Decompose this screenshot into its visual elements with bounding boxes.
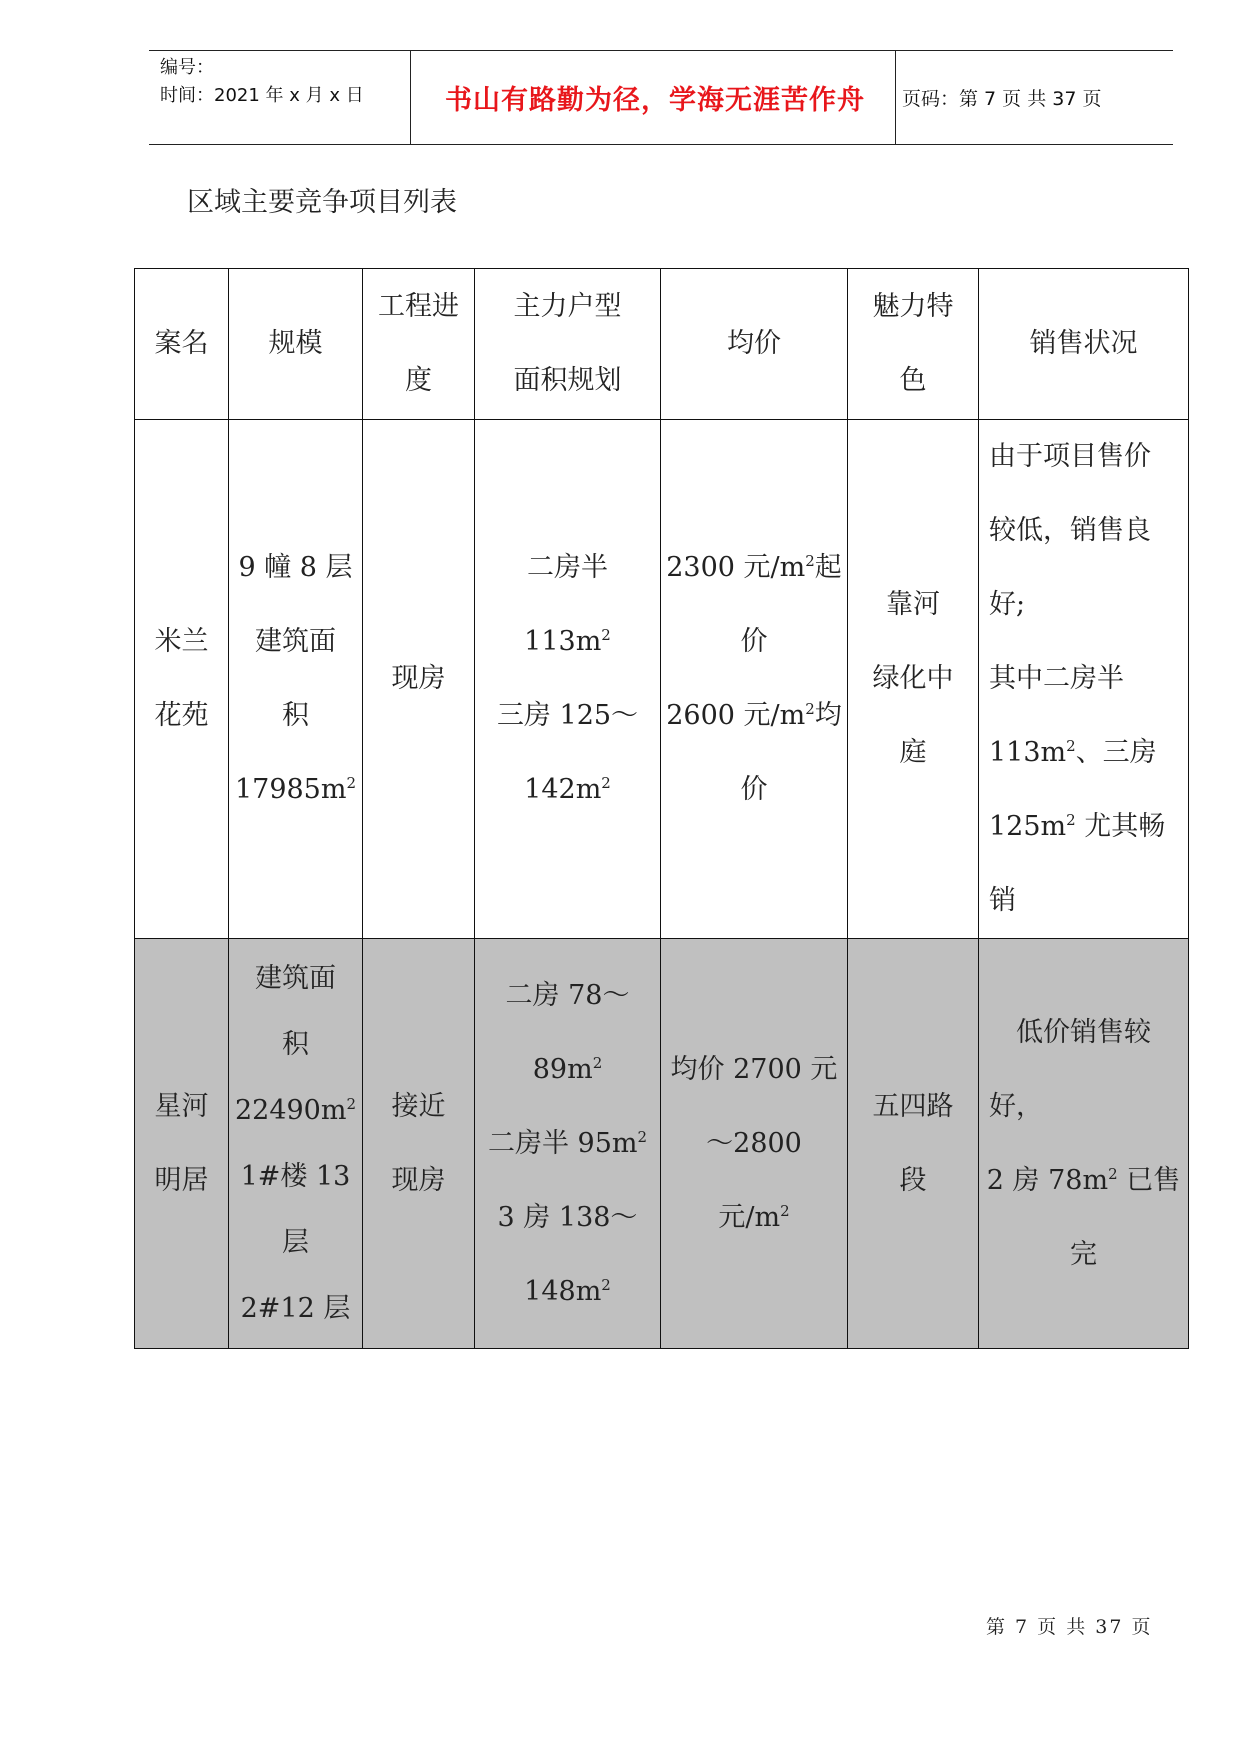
row1-unit-plan: 二房半 $113m^2$ 三房 125～ $142m^2$ xyxy=(475,420,661,939)
row2-name: 星河 明居 xyxy=(135,939,229,1349)
header-bottom-rule xyxy=(149,144,1173,145)
header-price: 均价 xyxy=(661,269,848,420)
header-feature: 魅力特 色 xyxy=(848,269,979,420)
table-row xyxy=(135,420,1189,939)
row2-progress: 接近 现房 xyxy=(363,939,475,1349)
header-scale: 规模 xyxy=(229,269,363,420)
header-unit-plan: 主力户型 面积规划 xyxy=(475,269,661,420)
header-page-info: 页码：第 7 页 共 37 页 xyxy=(902,88,1102,110)
row1-feature: 靠河 绿化中 庭 xyxy=(848,420,979,939)
table-header-row xyxy=(135,269,1189,420)
row2-sales: 低价销售较 好， 2 房 $78m^2$ 已售 完 xyxy=(979,939,1189,1349)
competition-table xyxy=(134,268,1189,1349)
page-footer: 第 7 页 共 37 页 xyxy=(986,1616,1153,1638)
header-top-rule xyxy=(149,50,1173,51)
header-motto: 书山有路勤为径，学海无涯苦作舟 xyxy=(445,85,865,116)
row2-price: 均价 2700 元 ～2800 元$/m^2$ xyxy=(661,939,848,1349)
section-title: 区域主要竞争项目列表 xyxy=(187,187,457,218)
row1-sales: 由于项目售价 较低，销售良好; 其中二房半 $113m^2$、三房 $125m^2$ 尤其畅 销 xyxy=(979,420,1189,939)
header-progress: 工程进 度 xyxy=(363,269,475,420)
row2-unit-plan: 二房 78～ $89m^2$ 二房半 $95m^2$ 3 房 138～ $148m^2$ xyxy=(475,939,661,1349)
header-name: 案名 xyxy=(135,269,229,420)
time-label: 时间：2021 年 x 月 x 日 xyxy=(160,85,364,106)
row1-name: 米兰 花苑 xyxy=(135,420,229,939)
row1-price: 2300 元$/m^2$起 价 2600 元$/m^2$均 价 xyxy=(661,420,848,939)
row2-feature: 五四路 段 xyxy=(848,939,979,1349)
table-row xyxy=(135,939,1189,1349)
serial-label: 编号： xyxy=(160,57,214,78)
row1-scale: 9 幢 8 层 建筑面 积 $17985m^2$ xyxy=(229,420,363,939)
row1-progress: 现房 xyxy=(363,420,475,939)
header-sales: 销售状况 xyxy=(979,269,1189,420)
header-meta xyxy=(160,54,364,110)
row2-scale: 建筑面 积 $22490m^2$ 1#楼 13 层 2#12 层 xyxy=(229,939,363,1349)
